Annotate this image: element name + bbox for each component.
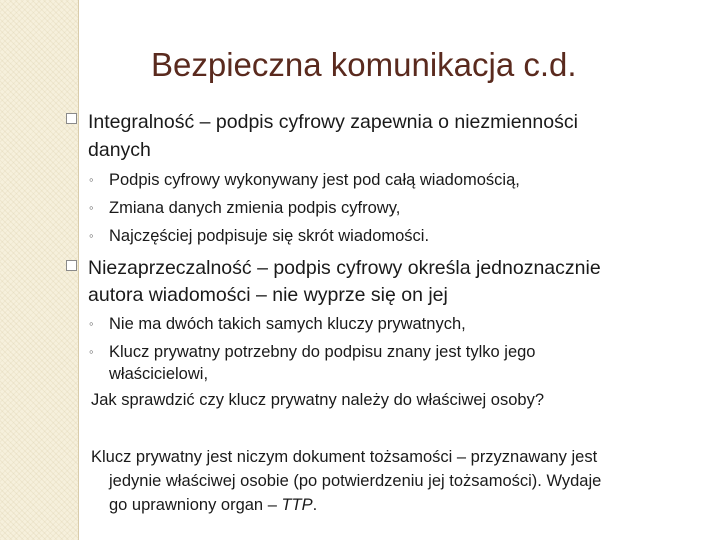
- question-text: Jak sprawdzić czy klucz prywatny należy do właściwej osoby?: [91, 391, 545, 409]
- checkbox-bullet-icon: [66, 113, 77, 124]
- sub-bullet-1-2: Zmiana danych zmienia podpis cyfrowy,: [109, 199, 401, 217]
- slide-title: Bezpieczna komunikacja c.d.: [151, 46, 577, 83]
- ttp-text: TTP: [281, 496, 313, 514]
- sub-bullet-2-1: Nie ma dwóch takich samych kluczy prywatnych,: [109, 315, 466, 333]
- bullet-1-line-1: Integralność – podpis cyfrowy zapewnia o niezmienności: [88, 111, 578, 133]
- sub-bullet-icon: ◦: [89, 172, 94, 187]
- bullet-2-line-1: Niezaprzeczalność – podpis cyfrowy określa jednoznacznie: [88, 257, 601, 279]
- checkbox-bullet-icon: [66, 260, 77, 271]
- sub-bullet-icon: ◦: [89, 344, 94, 359]
- bullet-1-line-2: danych: [88, 139, 151, 161]
- sub-bullet-2-2-cont: właścicielowi,: [109, 365, 209, 383]
- sub-bullet-icon: ◦: [89, 200, 94, 215]
- bullet-2-line-2: autora wiadomości – nie wyprze się on jej: [88, 284, 448, 306]
- sub-bullet-icon: ◦: [89, 316, 94, 331]
- sub-bullet-1-1: Podpis cyfrowy wykonywany jest pod całą wiadomością,: [109, 171, 520, 189]
- sub-bullet-1-3: Najczęściej podpisuje się skrót wiadomości.: [109, 227, 430, 245]
- sub-bullet-2-2: Klucz prywatny potrzebny do podpisu znany jest tylko jego: [109, 343, 536, 361]
- note-line-2: jedynie właściwej osobie (po potwierdzeniu jej tożsamości). Wydaje: [109, 472, 602, 490]
- note-line-3-suffix: .: [312, 496, 318, 514]
- side-divider: [78, 0, 79, 540]
- sub-bullet-icon: ◦: [89, 228, 94, 243]
- note-line-3: [109, 493, 317, 517]
- note-line-3-prefix: go uprawniony organ –: [109, 496, 282, 514]
- note-line-1: Klucz prywatny jest niczym dokument tożsamości – przyznawany jest: [91, 448, 598, 466]
